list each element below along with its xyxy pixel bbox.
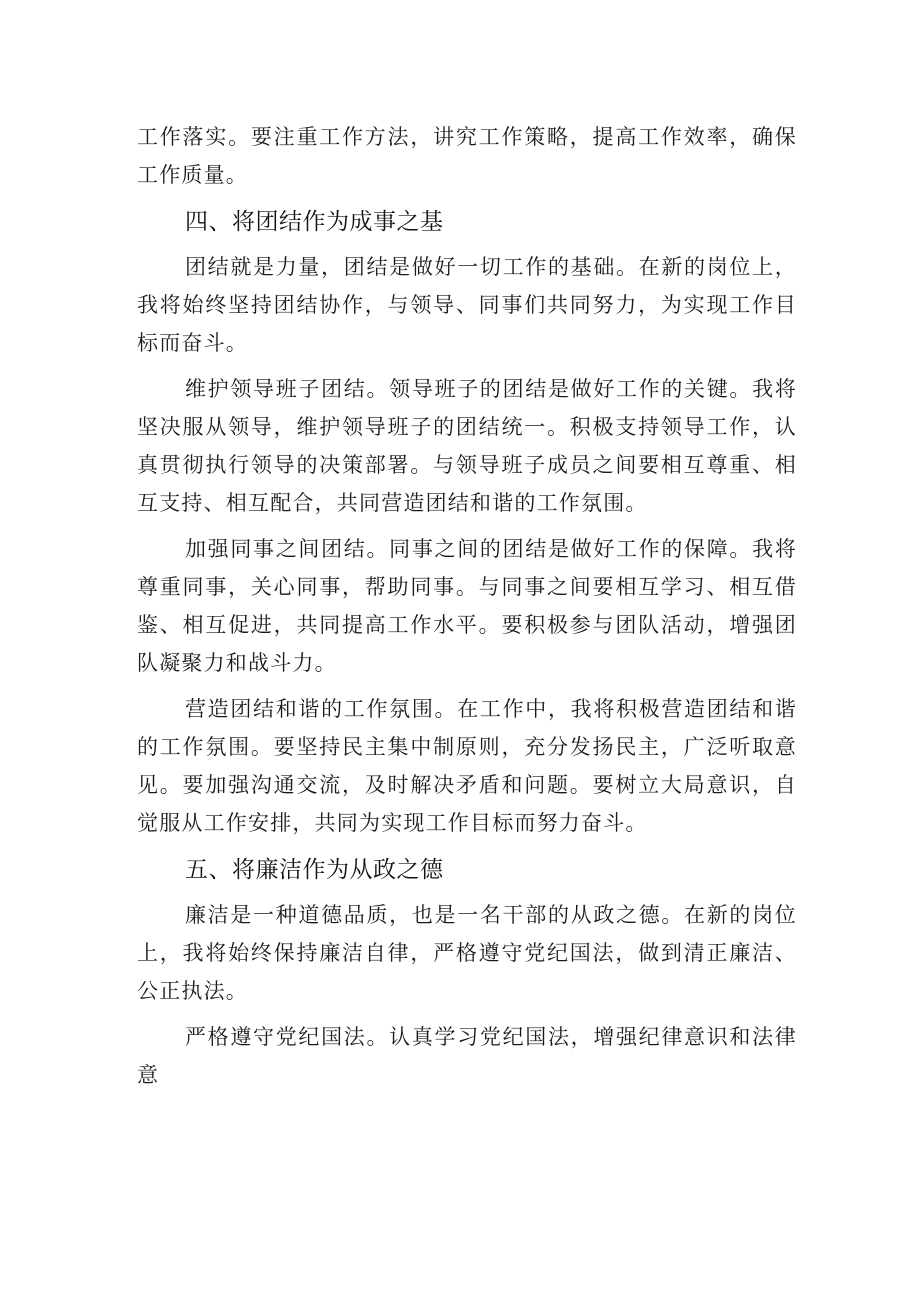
- paragraph: 团结就是力量，团结是做好一切工作的基础。在新的岗位上，我将始终坚持团结协作，与领导、同事们共同努力，为实现工作目标而奋斗。: [137, 255, 797, 355]
- paragraph: 廉洁是一种道德品质，也是一名干部的从政之德。在新的岗位上，我将始终保持廉洁自律，严格遵守党纪国法，做到清正廉洁、公正执法。: [137, 903, 797, 1003]
- section-heading-4: 四、将团结作为成事之基: [185, 209, 444, 235]
- paragraph: 工作落实。要注重工作方法，讲究工作策略，提高工作效率，确保工作质量。: [137, 125, 797, 187]
- paragraph: 营造团结和谐的工作氛围。在工作中，我将积极营造团结和谐的工作氛围。要坚持民主集中制原则，充分发扬民主，广泛听取意见。要加强沟通交流，及时解决矛盾和问题。要树立大局意识，自觉服从工作安排，共同为实现工作目标而努力奋斗。: [137, 697, 797, 835]
- paragraph: 加强同事之间团结。同事之间的团结是做好工作的保障。我将尊重同事，关心同事，帮助同事。与同事之间要相互学习、相互借鉴、相互促进，共同提高工作水平。要积极参与团队活动，增强团队凝聚力和战斗力。: [137, 537, 797, 675]
- paragraph: 严格遵守党纪国法。认真学习党纪国法，增强纪律意识和法律意: [137, 1025, 797, 1087]
- paragraph: 维护领导班子团结。领导班子的团结是做好工作的关键。我将坚决服从领导，维护领导班子的团结统一。积极支持领导工作，认真贯彻执行领导的决策部署。与领导班子成员之间要相互尊重、相互支持、相互配合，共同营造团结和谐的工作氛围。: [137, 377, 797, 515]
- document-body: [137, 118, 797, 1102]
- section-heading-5: 五、将廉洁作为从政之德: [185, 857, 444, 883]
